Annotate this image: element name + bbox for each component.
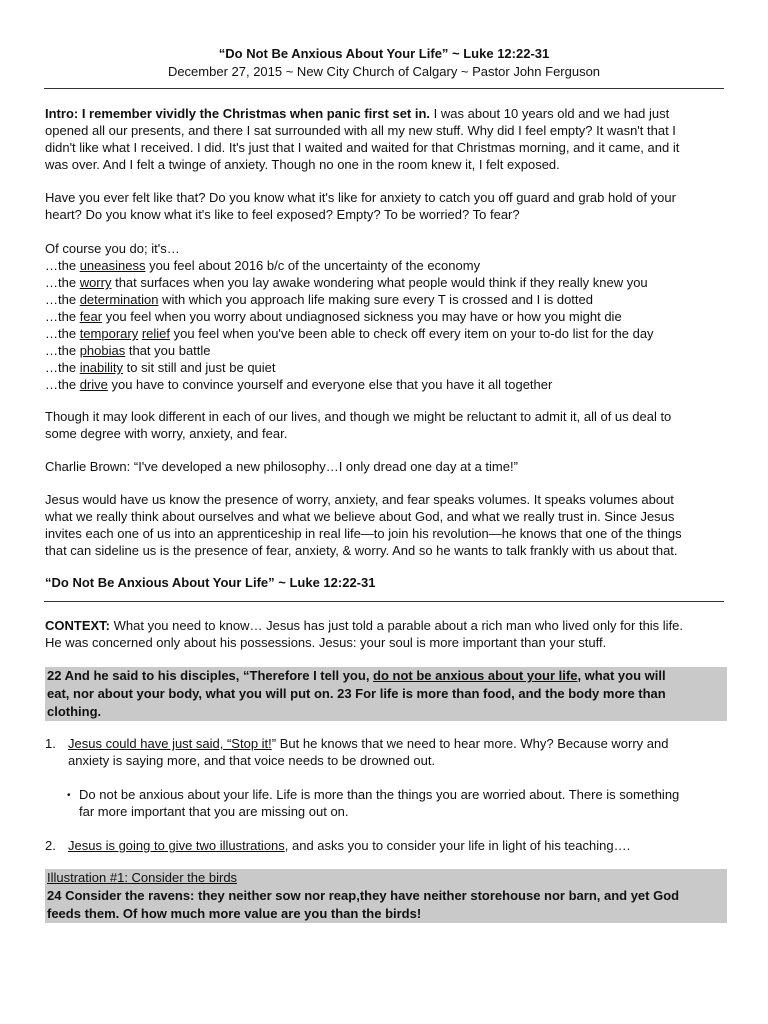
intro-lead: Intro: I remember vividly the Christmas when panic first set in. <box>45 106 431 121</box>
paragraph-2 <box>45 189 725 223</box>
bullet-mark: • <box>67 790 71 801</box>
intro-line-4: was over. And I felt a twinge of anxiety. Though no one in the room knew it, I felt exposed. <box>45 157 560 172</box>
list-item: …the inability to sit still and just be quiet <box>45 360 276 375</box>
verse-line-2: eat, nor about your body, what you will put on. 23 For life is more than food, and the body more than <box>47 686 666 701</box>
section-divider <box>44 601 724 602</box>
list-item: …the phobias that you battle <box>45 343 211 358</box>
illustration-heading: Illustration #1: Consider the birds <box>47 870 238 885</box>
verse-22-box: 22 And he said to his disciples, “Therefore I tell you, do not be anxious about your life, what you will eat, nor about your body, what you will put on. 23 For life is more than food, and the body more than clothing. <box>45 667 727 721</box>
verse-line-3: clothing. <box>47 704 102 719</box>
section-title: “Do Not Be Anxious About Your Life” ~ Luke 12:22-31 <box>45 575 376 590</box>
intro-paragraph <box>45 105 725 173</box>
p4-line-3: invites each one of us into an apprenticeship in real life—to join his revolution—he knows that one of the things <box>45 526 682 541</box>
illustration-1-box <box>45 869 727 923</box>
point-2: 2. Jesus is going to give two illustrations, and asks you to consider your life in light of his teaching…. <box>45 838 631 853</box>
p4-line-4: that can sideline us is the presence of fear, anxiety, & worry. And so he wants to talk frankly with us about that. <box>45 543 678 558</box>
bullet-1 <box>67 786 727 822</box>
point-number: 2. <box>45 838 56 853</box>
list-item: …the fear you feel when you worry about undiagnosed sickness you may have or how you might die <box>45 309 622 324</box>
p3-line-2: some degree with worry, anxiety, and fear. <box>45 426 288 441</box>
p2-line-2: heart? Do you know what it's like to feel exposed? Empty? To be worried? To fear? <box>45 207 520 222</box>
point-number: 1. <box>45 736 56 751</box>
context-line-1: What you need to know… Jesus has just told a parable about a rich man who lived only for this life. <box>110 618 684 633</box>
p4-line-2: what we really think about ourselves and what we believe about God, and what we really trust in. Since Jesus <box>45 509 675 524</box>
context-paragraph <box>45 617 725 651</box>
p3-line-1: Though it may look different in each of our lives, and though we might be reluctant to admit it, all of us deal to <box>45 409 672 424</box>
intro-line-3: didn't like what I received. I did. It's just that I waited and waited for that Christmas morning, and it came, and it <box>45 140 680 155</box>
point-2-underlined: Jesus is going to give two illustrations <box>68 838 285 853</box>
bullet-line-1: Do not be anxious about your life. Life is more than the things you are worried about. There is something <box>79 787 680 802</box>
quote-text: Charlie Brown: “I've developed a new philosophy…I only dread one day at a time!” <box>45 459 518 474</box>
point-1-line-2: anxiety is saying more, and that voice needs to be drowned out. <box>68 753 436 768</box>
document-subtitle: December 27, 2015 ~ New City Church of Calgary ~ Pastor John Ferguson <box>167 64 601 79</box>
list-intro: Of course you do; it's… <box>45 241 180 256</box>
list-item: …the temporary relief you feel when you've been able to check off every item on your to-do list for the day <box>45 326 654 341</box>
document-title: “Do Not Be Anxious About Your Life” ~ Luke 12:22-31 <box>218 46 550 61</box>
context-line-2: He was concerned only about his possessions. Jesus: your soul is more important than your stuff. <box>45 635 607 650</box>
list-item: …the drive you have to convince yourself and everyone else that you have it all together <box>45 377 553 392</box>
list-item: …the uneasiness you feel about 2016 b/c of the uncertainty of the economy <box>45 258 481 273</box>
point-1-underlined: Jesus could have just said, “Stop it! <box>68 736 272 751</box>
point-1: 1. Jesus could have just said, “Stop it!” But he knows that we need to hear more. Why? Because worry and anxiety is saying more, and that voice needs to be drowned out. <box>45 735 725 771</box>
header-divider <box>44 88 724 89</box>
intro-line-2: opened all our presents, and there I sat surrounded with all my new stuff. Why did I feel empty? It wasn't that I <box>45 123 676 138</box>
illustration-line-1: 24 Consider the ravens: they neither sow nor reap,they have neither storehouse nor barn, and yet God <box>47 888 680 903</box>
intro-line-1: I was about 10 years old and we had just <box>430 106 670 121</box>
illustration-line-2: feeds them. Of how much more value are you than the birds! <box>47 906 422 921</box>
p4-line-1: Jesus would have us know the presence of worry, anxiety, and fear speaks volumes. It speaks volumes about <box>45 492 674 507</box>
list-item: …the worry that surfaces when you lay awake wondering what people would think if they really knew you <box>45 275 648 290</box>
bullet-line-2: far more important that you are missing out on. <box>79 804 349 819</box>
context-label: CONTEXT: <box>45 618 110 633</box>
list-item: …the determination with which you approach life making sure every T is crossed and I is dotted <box>45 292 593 307</box>
charlie-brown-quote <box>45 458 725 475</box>
paragraph-4 <box>45 491 725 559</box>
anxiety-list <box>45 240 725 393</box>
p2-line-1: Have you ever felt like that? Do you know what it's like for anxiety to catch you off guard and grab hold of your <box>45 190 676 205</box>
paragraph-3 <box>45 408 725 442</box>
